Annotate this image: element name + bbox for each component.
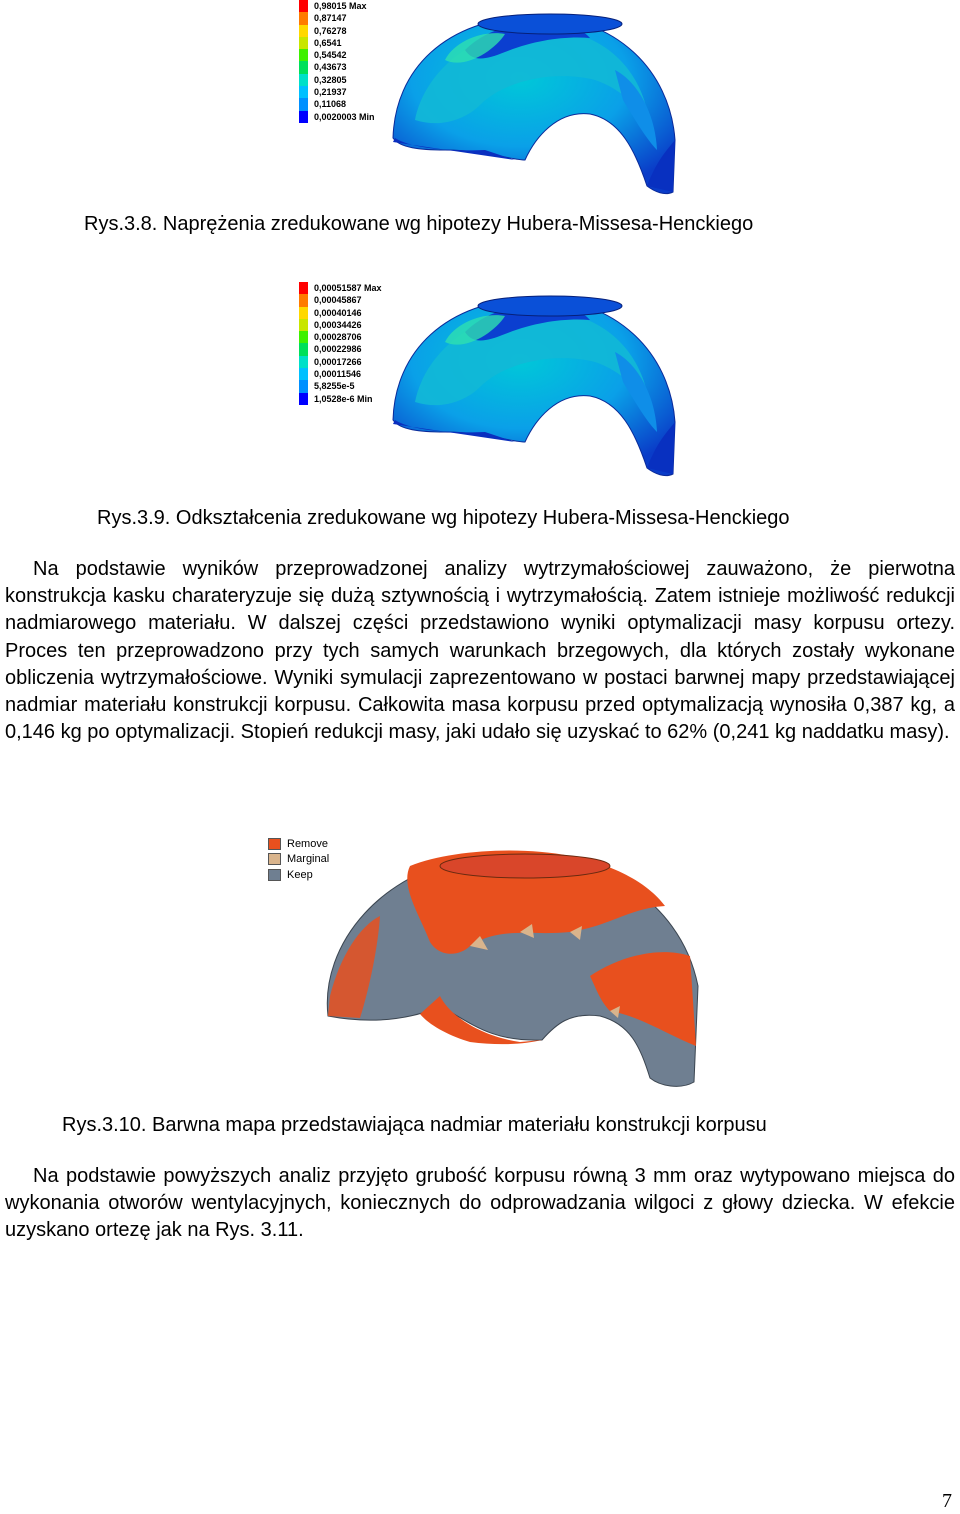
legend-swatch xyxy=(299,61,308,73)
figure-caption-3-9: Rys.3.9. Odkształcenia zredukowane wg hipotezy Hubera-Missesa-Henckiego xyxy=(97,507,790,529)
legend-entry xyxy=(299,343,382,355)
legend-label: 0,00051587 Max xyxy=(314,283,382,293)
legend-swatch xyxy=(299,12,308,24)
stress-map-helmet-image xyxy=(385,10,685,196)
legend-entry xyxy=(299,380,382,392)
legend-entry xyxy=(299,319,382,331)
legend-label: 0,11068 xyxy=(314,99,347,110)
legend-entry xyxy=(299,307,382,319)
legend-swatch xyxy=(299,368,308,380)
legend-swatch xyxy=(299,282,308,294)
legend-swatch xyxy=(299,319,308,331)
legend-swatch xyxy=(268,853,281,865)
legend-entry xyxy=(299,98,375,110)
legend-swatch xyxy=(299,98,308,110)
legend-entry xyxy=(299,25,375,37)
legend-swatch xyxy=(299,0,308,12)
legend-entry xyxy=(299,111,375,123)
legend-label: 0,43673 xyxy=(314,62,347,73)
legend-entry xyxy=(299,74,375,86)
legend-swatch xyxy=(299,307,308,319)
legend-label: 0,32805 xyxy=(314,74,347,85)
body-paragraph-optimization: Na podstawie wyników przeprowadzonej analizy wytrzymałościowej zauważono, że pierwotna konstrukcja kasku charateryzuje się dużą sztywnością i wytrzymałością. Zatem istnieje możliwość redukcji nadmiarowego materiału. W dalszej części przedstawiono wyniki optymalizacji masy korpusu ortezy. Proces ten przeprowadzono przy tych samych warunkach brzegowych, dla których zostały wykonane obliczenia wytrzymałościowe. Wyniki symulacji zaprezentowano w postaci barwnej mapy przedstawiającej nadmiar materiału konstrukcji korpusu. Całkowita masa korpusu przed optymalizacją wynosiła 0,387 kg, a 0,146 kg po optymalizacji. Stopień redukcji masy, jaki udało się uzyskać to 62% (0,241 kg naddatku masy). xyxy=(5,558,955,744)
legend-entry xyxy=(299,86,375,98)
legend-swatch xyxy=(299,343,308,355)
stress-legend xyxy=(299,0,375,123)
legend-swatch xyxy=(268,838,281,850)
legend-label: 0,00028706 xyxy=(314,332,362,343)
material-excess-map-image xyxy=(320,846,702,1092)
legend-swatch xyxy=(299,294,308,306)
legend-swatch xyxy=(299,25,308,37)
legend-label: 0,00011546 xyxy=(314,369,362,380)
legend-entry xyxy=(299,356,382,368)
legend-label: 0,21937 xyxy=(314,87,347,98)
legend-swatch xyxy=(299,380,308,392)
legend-label: Keep xyxy=(287,868,313,881)
legend-label: 0,00045867 xyxy=(314,295,362,306)
legend-swatch xyxy=(299,74,308,86)
legend-swatch xyxy=(299,356,308,368)
legend-label: 0,00040146 xyxy=(314,307,362,318)
legend-label: 0,87147 xyxy=(314,13,347,24)
legend-label: 0,0020003 Min xyxy=(314,111,375,122)
legend-entry xyxy=(299,61,375,73)
strain-legend xyxy=(299,282,382,405)
legend-label: Remove xyxy=(287,837,328,850)
figure-caption-3-10: Rys.3.10. Barwna mapa przedstawiająca nadmiar materiału konstrukcji korpusu xyxy=(62,1114,767,1136)
legend-entry xyxy=(299,368,382,380)
legend-entry xyxy=(299,37,375,49)
legend-label: Marginal xyxy=(287,853,330,866)
legend-label: 0,00022986 xyxy=(314,344,362,355)
legend-swatch xyxy=(299,49,308,61)
legend-entry xyxy=(299,282,382,294)
legend-swatch xyxy=(299,331,308,343)
legend-swatch xyxy=(299,86,308,98)
legend-entry xyxy=(299,294,382,306)
legend-entry xyxy=(299,49,375,61)
legend-label: 5,8255e-5 xyxy=(314,381,355,392)
legend-entry xyxy=(299,0,375,12)
legend-swatch xyxy=(268,869,281,881)
legend-label: 0,98015 Max xyxy=(314,1,367,11)
legend-label: 0,00034426 xyxy=(314,319,362,330)
legend-swatch xyxy=(299,111,308,123)
legend-label: 0,54542 xyxy=(314,50,347,61)
legend-swatch xyxy=(299,37,308,49)
legend-label: 0,76278 xyxy=(314,25,347,36)
page-number: 7 xyxy=(942,1490,952,1512)
legend-label: 0,00017266 xyxy=(314,356,362,367)
legend-entry xyxy=(299,12,375,24)
strain-map-helmet-image xyxy=(385,292,685,478)
legend-entry xyxy=(299,393,382,405)
legend-swatch xyxy=(299,393,308,405)
figure-caption-3-8: Rys.3.8. Naprężenia zredukowane wg hipotezy Hubera-Missesa-Henckiego xyxy=(84,213,754,235)
legend-label: 1,0528e-6 Min xyxy=(314,393,373,404)
body-paragraph-conclusion: Na podstawie powyższych analiz przyjęto grubość korpusu równą 3 mm oraz wytypowano miejsca do wykonania otworów wentylacyjnych, koniecznych do odprowadzania wilgoci z głowy dziecka. W efekcie uzyskano ortezę jak na Rys. 3.11. xyxy=(5,1165,955,1242)
legend-label: 0,6541 xyxy=(314,37,342,48)
legend-entry xyxy=(299,331,382,343)
